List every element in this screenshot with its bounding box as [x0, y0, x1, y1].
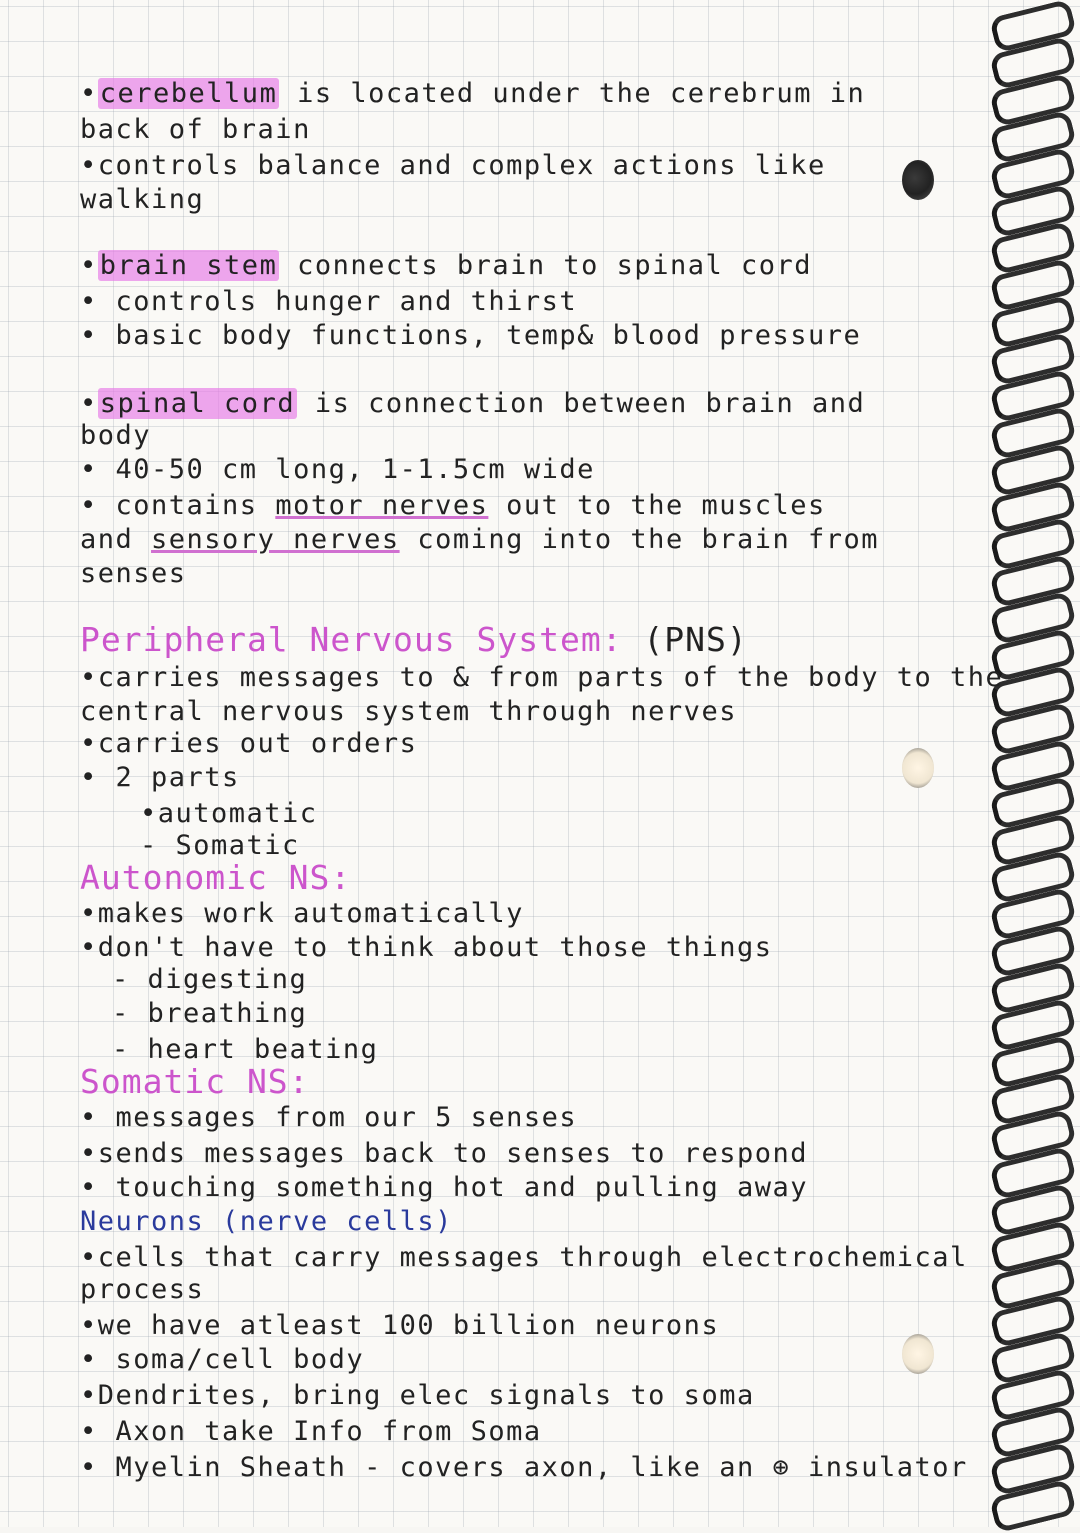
pns-part-1: •automatic — [140, 798, 318, 829]
spinal-cord-line-5: and sensory nerves coming into the brain from — [80, 524, 880, 555]
brain-stem-text: connects brain to spinal cord — [279, 250, 812, 281]
neurons-line-4: • soma/cell body — [80, 1344, 365, 1375]
cerebellum-text: is located under the cerebrum in — [279, 78, 866, 109]
neurons-heading: Neurons (nerve cells) — [80, 1206, 453, 1237]
neurons-line-6: • Axon take Info from Soma — [80, 1416, 542, 1447]
autonomic-line-1: •makes work automatically — [80, 898, 524, 929]
pns-line-1: •carries messages to & from parts of the body to the — [80, 662, 1004, 693]
spinal-cord-text: is connection between brain and — [297, 388, 866, 419]
neurons-line-5: •Dendrites, bring elec signals to soma — [80, 1380, 755, 1411]
pns-line-2: central nervous system through nerves — [80, 696, 737, 727]
brain-stem-line-3: • basic body functions, temp& blood pressure — [80, 320, 862, 351]
autonomic-item-2: - breathing — [112, 998, 308, 1029]
spiral-binding — [988, 0, 1080, 1527]
brain-stem-line-1: •brain stem connects brain to spinal cord — [80, 250, 812, 281]
binder-hole-icon — [902, 1334, 934, 1374]
somatic-line-2: •sends messages back to senses to respond — [80, 1138, 808, 1169]
neurons-line-2: process — [80, 1274, 205, 1305]
cerebellum-line-4: walking — [80, 184, 205, 215]
cerebellum-line-3: •controls balance and complex actions like — [80, 150, 826, 181]
cerebellum-line-1: •cerebellum is located under the cerebrum in — [80, 78, 866, 109]
spinal-cord-term: spinal cord — [99, 388, 296, 419]
pns-line-3: •carries out orders — [80, 728, 418, 759]
somatic-line-1: • messages from our 5 senses — [80, 1102, 578, 1133]
autonomic-line-2: •don't have to think about those things — [80, 932, 773, 963]
somatic-line-3: • touching something hot and pulling away — [80, 1172, 808, 1203]
autonomic-item-3: - heart beating — [112, 1034, 379, 1065]
autonomic-heading: Autonomic NS: — [80, 858, 352, 897]
neurons-line-7: • Myelin Sheath - covers axon, like an ⊕ insulator — [80, 1452, 968, 1483]
motor-nerves-term: motor nerves — [275, 490, 489, 521]
pns-heading: Peripheral Nervous System: (PNS) — [80, 620, 748, 659]
cerebellum-term: cerebellum — [99, 78, 278, 109]
spinal-cord-line-4: • contains motor nerves out to the muscles — [80, 490, 826, 521]
neurons-line-3: •we have atleast 100 billion neurons — [80, 1310, 720, 1341]
binder-holes — [902, 0, 942, 1527]
pns-part-2: - Somatic — [140, 830, 300, 861]
binder-hole-icon — [902, 160, 934, 200]
neurons-line-1: •cells that carry messages through electrochemical — [80, 1242, 968, 1273]
binder-hole-icon — [902, 748, 934, 788]
brain-stem-term: brain stem — [99, 250, 278, 281]
spinal-cord-line-1: •spinal cord is connection between brain and — [80, 388, 866, 419]
spinal-cord-line-6: senses — [80, 558, 187, 589]
pns-line-4: • 2 parts — [80, 762, 240, 793]
autonomic-item-1: - digesting — [112, 964, 308, 995]
spinal-cord-line-2: body — [80, 420, 152, 451]
somatic-heading: Somatic NS: — [80, 1062, 310, 1101]
spinal-cord-line-3: • 40-50 cm long, 1-1.5cm wide — [80, 454, 595, 485]
brain-stem-line-2: • controls hunger and thirst — [80, 286, 578, 317]
cerebellum-line-2: back of brain — [80, 114, 311, 145]
sensory-nerves-term: sensory nerves — [151, 524, 400, 555]
